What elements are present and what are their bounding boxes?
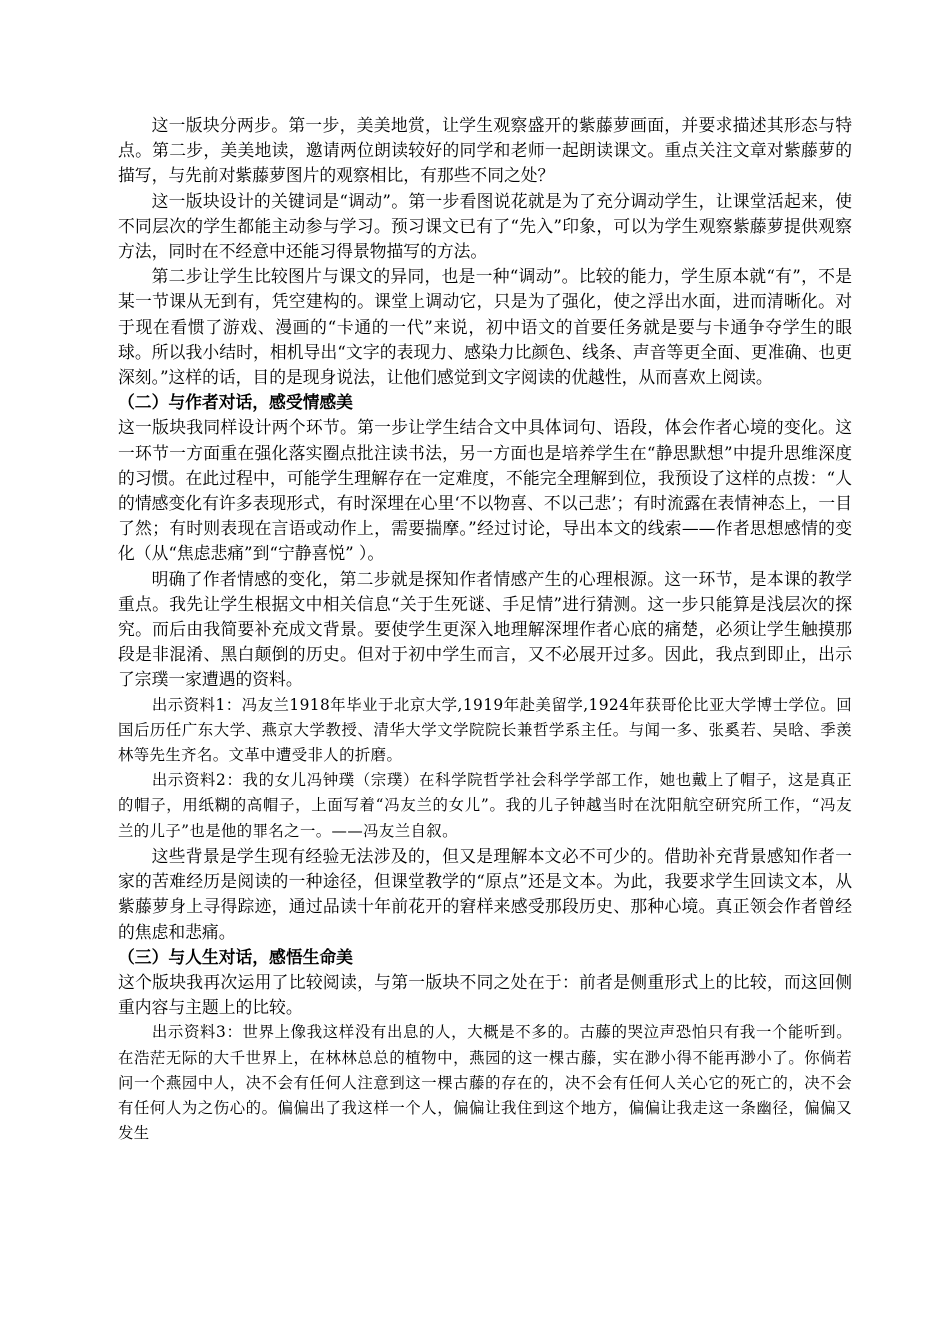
paragraph-emotion-roots: 明确了作者情感的变化，第二步就是探知作者情感产生的心理根源。这一环节，是本课的教学重点。我先让学生根据文中相关信息“关于生死谜、手足情”进行猜测。这一步只能算是浅层次的探究。而后由我简要补充成文背景。要使学生更深入地理解深埋作者心底的痛楚，必须让学生触摸那段是非混淆、黑白颠倒的历史。但对于初中学生而言，又不必展开过多。因此，我点到即止，出示了宗璞一家遭遇的资料。 — [118, 568, 852, 690]
paragraph-section-one-steps: 这一版块分两步。第一步，美美地赏，让学生观察盛开的紫藤萝画面，并要求描述其形态与特点。第二步，美美地读，邀请两位朗读较好的同学和老师一起朗读课文。重点关注文章对紫藤萝的描写，与先前对紫藤萝图片的观察相比，有那些不同之处？ — [118, 115, 852, 186]
document-page — [118, 113, 852, 1146]
paragraph-section-two-intro: 这一版块我同样设计两个环节。第一步让学生结合文中具体词句、语段，体会作者心境的变化。这一环节一方面重在强化落实圈点批注读书法，另一方面也是培养学生在“静思默想”中提升思维深度的习惯。在此过程中，可能学生理解存在一定难度，不能完全理解到位，我预设了这样的点拨：“人的情感变化有许多表现形式，有时深埋在心里‘不以物喜、不以己悲’；有时流露在表情神态上，一目了然；有时则表现在言语或动作上，需要揣摩。”经过讨论，导出本文的线索——作者思想感情的变化（从“焦虑悲痛”到“宁静喜悦” ）。 — [118, 417, 852, 564]
section-heading-three: （三）与人生对话，感悟生命美 — [118, 946, 353, 967]
paragraph-background-text: 这些背景是学生现有经验无法涉及的，但又是理解本文必不可少的。借助补充背景感知作者一家的苦难经历是阅读的一种途径，但课堂教学的“原点”还是文本。为此，我要求学生回读文本，从紫藤萝身上寻得踪迹，通过品读十年前花开的窘样来感受那段历史、那种心境。真正领会作者曾经的焦虑和悲痛。 — [118, 845, 852, 942]
section-heading-two: （二）与作者对话，感受情感美 — [118, 392, 353, 413]
material-quote-one: 出示资料1：冯友兰1918年毕业于北京大学,1919年赴美留学,1924年获哥伦比亚大学博士学位。回国后历任广东大学、燕京大学教授、清华大学文学院院长兼哲学系主任。与闻一多、张奚若、吴晗、季羡林等先生齐名。文革中遭受非人的折磨。 — [118, 695, 852, 765]
paragraph-section-three-intro: 这个版块我再次运用了比较阅读，与第一版块不同之处在于：前者是侧重形式上的比较，而这回侧重内容与主题上的比较。 — [118, 971, 852, 1018]
paragraph-keyword-mobilize: 这一版块设计的关键词是“调动”。第一步看图说花就是为了充分调动学生，让课堂活起来，使不同层次的学生都能主动参与学习。预习课文已有了“先入”印象，可以为学生观察紫藤萝提供观察方法，同时在不经意中还能习得景物描写的方法。 — [118, 190, 852, 262]
material-quote-three: 出示资料3：世界上像我这样没有出息的人，大概是不多的。古藤的哭泣声恐怕只有我一个能听到。在浩茫无际的大千世界上，在林林总总的植物中，燕园的这一棵古藤，实在渺小得不能再渺小了。你倘若问一个燕园中人，决不会有任何人注意到这一棵古藤的存在的，决不会有任何人关心它的死亡的，决不会有任何人为之伤心的。偏偏出了我这样一个人，偏偏让我住到这个地方，偏偏让我走这一条幽径，偏偏又发生 — [118, 1023, 852, 1143]
paragraph-compare-images: 第二步让学生比较图片与课文的异同，也是一种“调动”。比较的能力，学生原本就“有”，不是某一节课从无到有，凭空建构的。课堂上调动它，只是为了强化，使之浮出水面，进而清晰化。对于现在看惯了游戏、漫画的“卡通的一代”来说，初中语文的首要任务就是要与卡通争夺学生的眼球。所以我小结时，相机导出“文字的表现力、感染力比颜色、线条、声音等更全面、更准确、也更深刻。”这样的话，目的是现身说法，让他们感觉到文字阅读的优越性，从而喜欢上阅读。 — [118, 266, 852, 388]
material-quote-two: 出示资料2：我的女儿冯钟璞（宗璞）在科学院哲学社会科学学部工作，她也戴上了帽子，这是真正的帽子，用纸糊的高帽子，上面写着“冯友兰的女儿”。我的儿子钟越当时在沈阳航空研究所工作，“冯友兰的儿子”也是他的罪名之一。——冯友兰自叙。 — [118, 771, 852, 840]
